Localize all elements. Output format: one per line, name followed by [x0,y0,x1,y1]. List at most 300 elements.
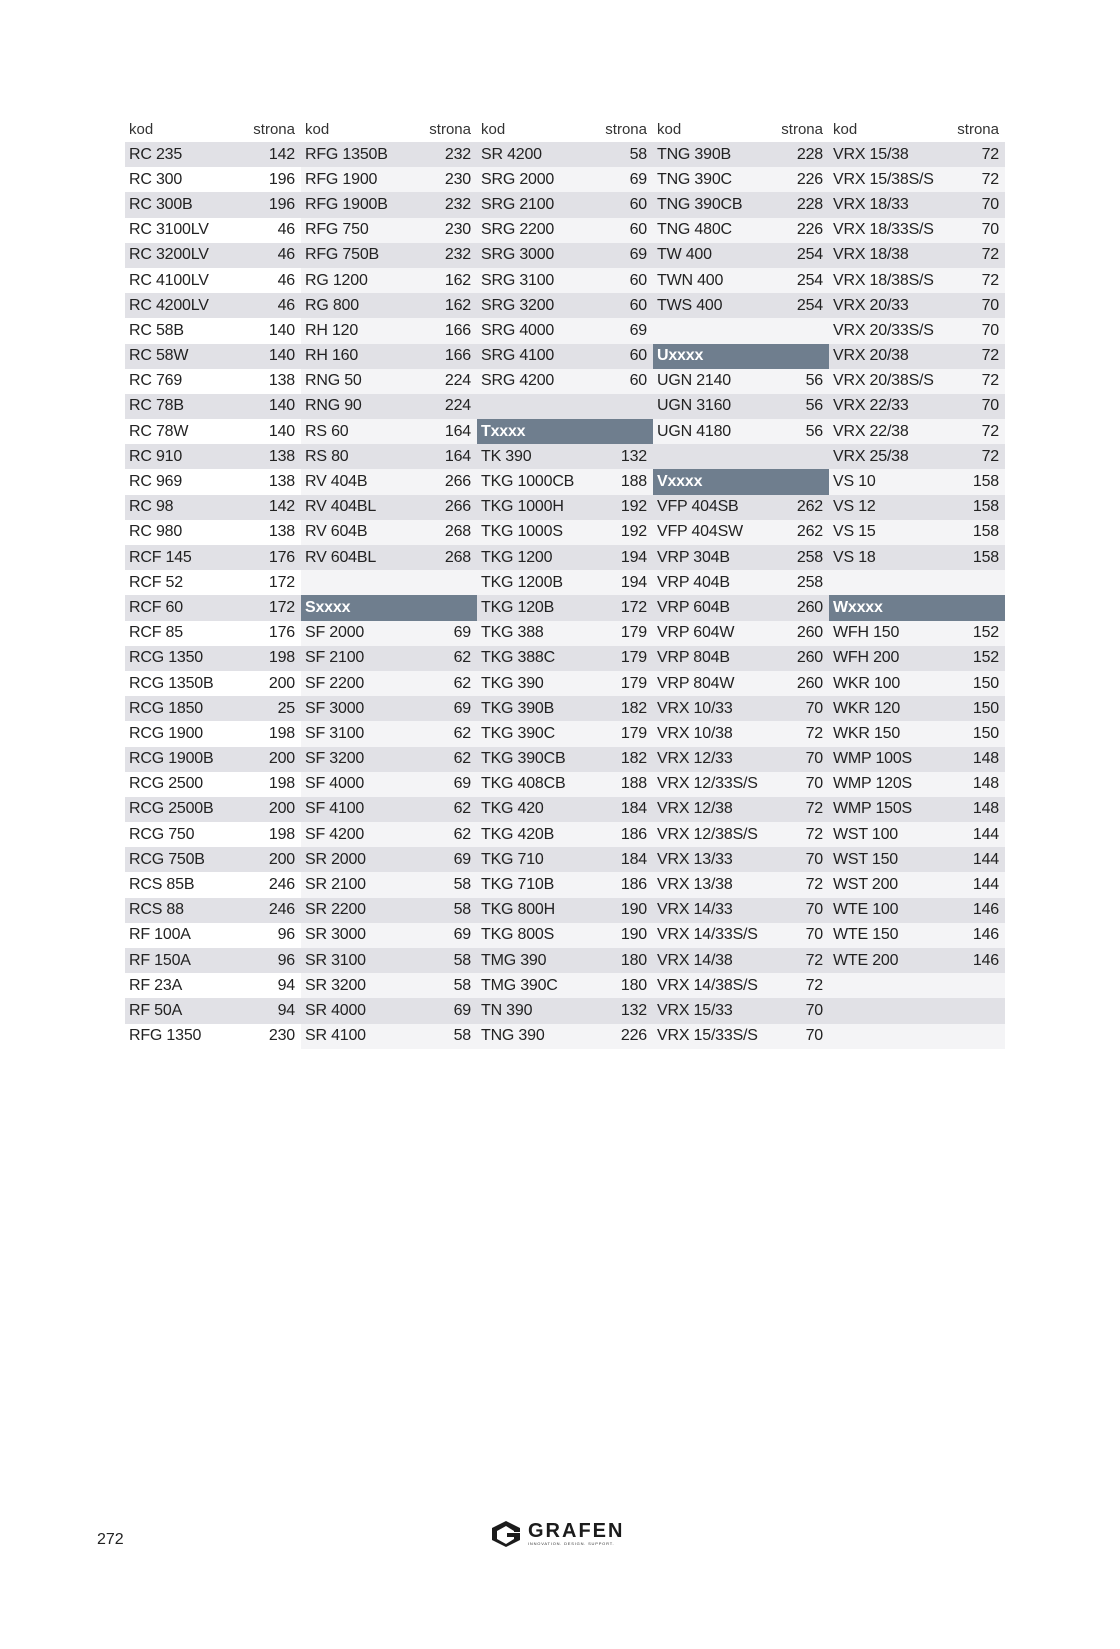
product-code: RCF 52 [129,573,183,591]
table-row [125,268,301,293]
product-code: RC 78W [129,422,189,440]
table-row [653,898,829,923]
index-column [301,116,477,1049]
table-row [301,419,477,444]
product-code: TNG 480C [657,221,732,239]
table-row [477,671,653,696]
section-header [301,595,477,620]
product-code: RNG 90 [305,397,362,415]
product-code: RC 910 [129,447,183,465]
product-code: RS 60 [305,422,349,440]
table-row [125,646,301,671]
table-row [301,747,477,772]
page-ref: 96 [277,951,295,969]
page-ref: 138 [268,372,295,390]
table-row [301,495,477,520]
header-page: strona [957,120,999,138]
page-ref: 72 [981,347,999,365]
table-row [125,671,301,696]
page-ref: 166 [444,347,471,365]
page-ref: 148 [972,750,999,768]
product-code: VRX 14/33S/S [657,926,758,944]
table-row [653,520,829,545]
page-ref: 70 [805,699,823,717]
product-code: VRX 18/33 [833,195,909,213]
table-row [653,847,829,872]
product-code: RC 3100LV [129,221,209,239]
page-ref: 132 [620,447,647,465]
table-row [301,847,477,872]
page-ref: 70 [981,195,999,213]
page-ref: 196 [268,170,295,188]
table-row [653,243,829,268]
product-code: VS 10 [833,473,876,491]
page-ref: 46 [277,246,295,264]
page-ref: 72 [981,246,999,264]
page-ref: 164 [444,422,471,440]
page-ref: 150 [972,724,999,742]
product-code: WMP 150S [833,800,913,818]
page-ref: 46 [277,296,295,314]
product-code: SR 4000 [305,1001,366,1019]
page-ref: 60 [629,195,647,213]
header-code: kod [657,120,682,138]
header-code: kod [833,120,858,138]
brand-tagline: INNOVATION. DESIGN. SUPPORT. [528,1541,615,1546]
page-ref: 94 [277,1001,295,1019]
product-code: SRG 3100 [481,271,555,289]
table-row [829,268,1005,293]
table-row [125,822,301,847]
table-row [301,167,477,192]
table-row [301,469,477,494]
product-code: SF 4200 [305,825,365,843]
product-code: TKG 388 [481,624,544,642]
page-ref: 69 [629,321,647,339]
page-ref: 228 [796,145,823,163]
product-code: TKG 408CB [481,775,566,793]
page-ref: 69 [453,1001,471,1019]
header-page: strona [605,120,647,138]
table-row [653,495,829,520]
table-row [301,520,477,545]
page-ref: 148 [972,800,999,818]
page-ref: 62 [453,825,471,843]
page-ref: 70 [981,296,999,314]
header-page: strona [429,120,471,138]
page-ref: 144 [972,876,999,894]
table-row [829,872,1005,897]
product-code: TNG 390B [657,145,731,163]
page-ref: 179 [620,649,647,667]
page-number: 272 [97,1531,124,1548]
page-ref: 228 [796,195,823,213]
page-ref: 230 [268,1027,295,1045]
page-ref: 69 [453,775,471,793]
page-ref: 56 [805,422,823,440]
table-row [125,923,301,948]
product-code: RV 404BL [305,498,377,516]
product-code: TN 390 [481,1001,533,1019]
product-code: VRX 12/38 [657,800,733,818]
table-row [125,167,301,192]
product-code: TMG 390C [481,976,558,994]
product-code: WTE 150 [833,926,899,944]
page-ref: 232 [444,195,471,213]
page-ref: 72 [805,976,823,994]
table-row [477,394,653,419]
page-ref: 62 [453,649,471,667]
page-ref: 176 [268,548,295,566]
table-row [829,469,1005,494]
table-row [653,570,829,595]
page-ref: 262 [796,523,823,541]
page-ref: 226 [796,170,823,188]
page-ref: 230 [444,170,471,188]
page-ref: 224 [444,397,471,415]
page-ref: 58 [453,1027,471,1045]
table-row [125,621,301,646]
page-ref: 60 [629,347,647,365]
page-ref: 260 [796,649,823,667]
product-code: WFH 200 [833,649,900,667]
page-ref: 266 [444,473,471,491]
product-code: SR 3000 [305,926,366,944]
page-ref: 194 [620,573,647,591]
page-ref: 226 [620,1027,647,1045]
page-ref: 200 [268,674,295,692]
product-code: WMP 120S [833,775,913,793]
product-code: TKG 1000CB [481,473,575,491]
header-code: kod [129,120,154,138]
product-code: TKG 120B [481,598,555,616]
table-row [301,621,477,646]
table-row [477,948,653,973]
product-code: SRG 4100 [481,347,555,365]
product-code: TNG 390C [657,170,732,188]
product-code: RFG 750B [305,246,379,264]
table-row [477,520,653,545]
product-code: VRX 20/38 [833,347,909,365]
table-row [829,318,1005,343]
page-ref: 72 [981,170,999,188]
product-code: WMP 100S [833,750,913,768]
section-header [829,595,1005,620]
table-row [301,923,477,948]
table-row [829,646,1005,671]
page-ref: 138 [268,447,295,465]
product-code: VRX 22/38 [833,422,909,440]
product-code: VS 12 [833,498,876,516]
product-code: RC 235 [129,145,183,163]
table-row [477,218,653,243]
brand-name: GRAFEN [528,1520,625,1542]
product-code: TKG 420B [481,825,555,843]
page-ref: 230 [444,221,471,239]
page-ref: 69 [453,850,471,868]
page-ref: 188 [620,473,647,491]
table-row [477,872,653,897]
product-code: TWN 400 [657,271,724,289]
table-row [125,318,301,343]
page-ref: 72 [981,422,999,440]
product-code: WKR 100 [833,674,901,692]
table-row [301,318,477,343]
table-row [829,495,1005,520]
table-row [301,268,477,293]
product-code: RC 4100LV [129,271,209,289]
table-row [829,747,1005,772]
section-header [653,469,829,494]
product-code: RFG 1900 [305,170,378,188]
page-ref: 46 [277,221,295,239]
table-row [829,621,1005,646]
table-row [477,545,653,570]
page-ref: 146 [972,926,999,944]
table-row [125,998,301,1023]
table-row [477,621,653,646]
table-row [477,167,653,192]
product-code: SF 3200 [305,750,365,768]
table-row [653,696,829,721]
page-ref: 268 [444,523,471,541]
page-ref: 146 [972,951,999,969]
product-code: RC 300B [129,195,193,213]
page-ref: 254 [796,246,823,264]
table-row [477,646,653,671]
product-code: RC 769 [129,372,183,390]
product-code: SF 2000 [305,624,365,642]
product-code: RC 3200LV [129,246,209,264]
page-ref: 198 [268,825,295,843]
page-ref: 158 [972,473,999,491]
page-ref: 70 [981,321,999,339]
table-row [301,545,477,570]
table-row [829,243,1005,268]
table-row [477,898,653,923]
page-ref: 172 [268,598,295,616]
table-row [301,1024,477,1049]
page-ref: 196 [268,195,295,213]
table-row [477,142,653,167]
table-row [653,948,829,973]
product-code: SR 2100 [305,876,366,894]
page-ref: 58 [453,976,471,994]
product-code: RCG 1900B [129,750,214,768]
page-ref: 60 [629,296,647,314]
page-ref: 180 [620,951,647,969]
table-row [125,898,301,923]
product-code: SF 2200 [305,674,365,692]
page-ref: 142 [268,145,295,163]
page-ref: 179 [620,724,647,742]
product-code: TKG 390 [481,674,544,692]
page-ref: 258 [796,573,823,591]
page-ref: 260 [796,674,823,692]
page-ref: 198 [268,724,295,742]
table-row [125,243,301,268]
header-code: kod [481,120,506,138]
section-header [477,419,653,444]
page-ref: 150 [972,674,999,692]
table-row [301,671,477,696]
table-row [829,545,1005,570]
product-code: SF 3100 [305,724,365,742]
page-ref: 58 [453,876,471,894]
product-code: VRX 15/38S/S [833,170,934,188]
product-code: RC 4200LV [129,296,209,314]
product-code: RH 120 [305,321,359,339]
page-ref: 70 [805,1001,823,1019]
page-ref: 60 [629,221,647,239]
page-ref: 56 [805,372,823,390]
page-ref: 72 [805,800,823,818]
table-row [477,973,653,998]
product-code: RS 80 [305,447,349,465]
table-row [829,923,1005,948]
page-ref: 232 [444,145,471,163]
table-row [829,898,1005,923]
product-code: VRX 20/38S/S [833,372,934,390]
product-code: VRX 25/38 [833,447,909,465]
product-code: RC 78B [129,397,184,415]
page-ref: 72 [805,724,823,742]
table-row [829,822,1005,847]
product-code: RG 800 [305,296,359,314]
product-code: VFP 404SB [657,498,739,516]
page-ref: 182 [620,750,647,768]
page-ref: 179 [620,674,647,692]
table-row [653,621,829,646]
table-row [829,721,1005,746]
page-ref: 58 [453,901,471,919]
product-code: TKG 1000S [481,523,563,541]
product-code: TMG 390 [481,951,547,969]
product-code: VRX 15/33S/S [657,1027,758,1045]
page-ref: 268 [444,548,471,566]
page-ref: 148 [972,775,999,793]
column-header [829,116,1005,142]
product-code: RCG 1350B [129,674,214,692]
page-ref: 132 [620,1001,647,1019]
page-ref: 162 [444,271,471,289]
table-row [125,721,301,746]
page-ref: 25 [277,699,295,717]
table-row [477,444,653,469]
table-row [653,872,829,897]
page-ref: 62 [453,750,471,768]
table-row [477,293,653,318]
table-row [477,469,653,494]
product-code: TKG 1200B [481,573,563,591]
table-row [653,1024,829,1049]
page-ref: 96 [277,926,295,944]
table-row [829,394,1005,419]
page-ref: 140 [268,422,295,440]
table-row [829,167,1005,192]
product-code: TKG 710B [481,876,555,894]
table-row [477,822,653,847]
table-row [301,344,477,369]
table-row [653,318,829,343]
page-ref: 198 [268,775,295,793]
table-row [653,369,829,394]
table-row [125,520,301,545]
table-row [477,772,653,797]
table-row [125,973,301,998]
page-ref: 69 [453,926,471,944]
table-row [301,142,477,167]
table-row [477,495,653,520]
table-row [125,1024,301,1049]
table-row [829,369,1005,394]
page-ref: 70 [805,850,823,868]
product-code: TKG 800S [481,926,555,944]
table-row [301,293,477,318]
page-ref: 72 [805,951,823,969]
grafen-logo [488,1519,624,1549]
table-row [829,419,1005,444]
table-row [301,973,477,998]
table-row [477,570,653,595]
product-code: RCG 1900 [129,724,203,742]
table-row [653,797,829,822]
table-row [653,822,829,847]
page-ref: 246 [268,901,295,919]
product-code: WTE 200 [833,951,899,969]
table-row [477,318,653,343]
product-code: VRX 12/33 [657,750,733,768]
table-row [829,344,1005,369]
page-ref: 224 [444,372,471,390]
product-code: WKR 120 [833,699,901,717]
product-code: UGN 2140 [657,372,731,390]
table-row [125,772,301,797]
table-row [125,948,301,973]
table-row [125,344,301,369]
table-row [653,646,829,671]
page-ref: 94 [277,976,295,994]
product-code: RC 98 [129,498,174,516]
product-code: VRX 10/38 [657,724,733,742]
table-row [829,998,1005,1023]
product-code: SR 2200 [305,901,366,919]
table-row [653,293,829,318]
table-row [653,268,829,293]
product-code: RG 1200 [305,271,368,289]
table-row [301,797,477,822]
index-column [125,116,301,1049]
table-row [301,696,477,721]
table-row [653,192,829,217]
page-ref: 198 [268,649,295,667]
grafen-logo-icon [488,1519,524,1549]
page-ref: 164 [444,447,471,465]
product-code: VRX 12/38S/S [657,825,758,843]
product-code: VRX 18/38S/S [833,271,934,289]
section-label: Sxxxx [305,598,351,616]
page-ref: 70 [805,901,823,919]
page-ref: 246 [268,876,295,894]
table-row [477,344,653,369]
page-ref: 266 [444,498,471,516]
table-row [477,721,653,746]
table-row [829,847,1005,872]
product-code: RC 58W [129,347,189,365]
table-row [829,192,1005,217]
page-ref: 188 [620,775,647,793]
table-row [829,772,1005,797]
